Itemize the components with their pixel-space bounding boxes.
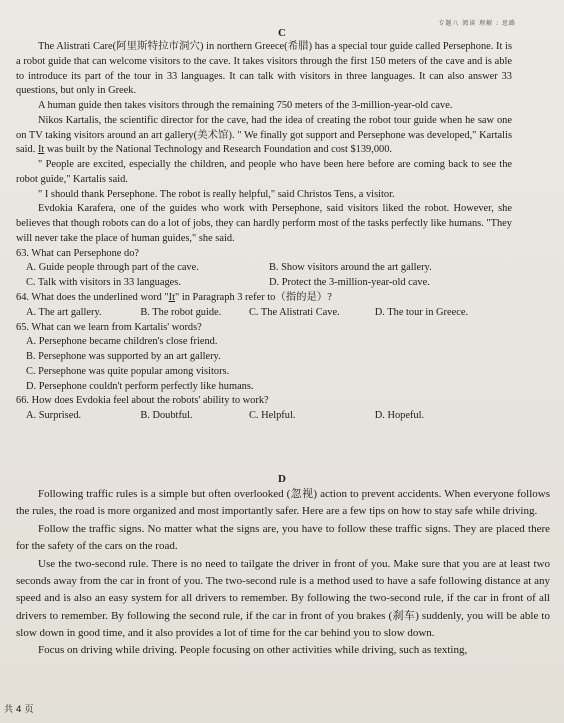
question-66-option-d[interactable]: D. Hopeful. — [374, 410, 425, 422]
question-63-option-c[interactable]: C. Talk with visitors in 33 languages. — [26, 277, 181, 289]
question-63-option-d[interactable]: D. Protect the 3-million-year-old cave. — [269, 277, 430, 289]
section-c-title: C — [278, 27, 286, 39]
question-64-stem — [16, 291, 512, 306]
question-64-option-c[interactable]: C. The Alistrati Cave. — [248, 306, 340, 318]
question-64-underlined-word: It — [168, 292, 176, 304]
question-66-option-c[interactable]: C. Helpful. — [248, 410, 296, 422]
question-66-option-a[interactable]: A. Surprised. — [26, 410, 82, 422]
section-c-passage — [16, 40, 512, 424]
passage-d-paragraph-1: Following traffic rules is a simple but often overlooked (忽视) action to prevent accidents. When everyone follows the rules, the road is more organized and most importantly safer. Here are a few tips on how to stay safe while driving. — [16, 488, 550, 518]
question-63-option-a[interactable]: A. Guide people through part of the cave. — [26, 262, 199, 274]
passage-c-paragraph-4: " People are excited, especially the children, and people who have been here before are coming back to see the robot guide," Kartalis said. — [16, 159, 512, 185]
question-65-option-d[interactable]: D. Persephone couldn't perform perfectly like humans. — [26, 380, 254, 392]
passage-d-paragraph-3: Use the two-second rule. There is no need to tailgate the driver in front of you. Make sure that you are at least two seconds away from the car in front of you. The two-second rule is a method used to have a safe following distance at any speed and is also an easy system for all drivers to remember. By following the two-second rule, if the car in front of all drivers to remember. By following the second rule, if the car in front of you brakes (刹车) suddenly, you will be able to slow down in good time, and it also provides a lot of time for the car behind you to slow down. — [16, 557, 550, 639]
question-64-option-b[interactable]: B. The robot guide. — [140, 306, 222, 318]
section-d-passage — [16, 486, 550, 660]
question-63-stem: 63. What can Persephone do? — [16, 247, 140, 259]
question-65-stem: 65. What can we learn from Kartalis' words? — [16, 321, 202, 333]
underlined-word: It — [37, 144, 45, 156]
question-66-stem: 66. How does Evdokia feel about the robots' ability to work? — [16, 395, 269, 407]
passage-c-paragraph-3-text: Nikos Kartalis, the scientific director for the cave, had the idea of creating the robot tour guide when he saw one on TV taking visitors around an art gallery(美术馆). " We finally got support and Persephone was developed," Kartalis said. — [16, 114, 512, 156]
question-63-option-b[interactable]: B. Show visitors around the art gallery. — [269, 262, 432, 274]
page-footer: 共 4 页 — [4, 705, 34, 716]
question-66-options — [16, 409, 512, 424]
question-64-stem-b: " in Paragraph 3 refer to（指的是）? — [175, 292, 332, 304]
question-65-option-a[interactable]: A. Persephone became children's close friend. — [26, 336, 218, 348]
passage-d-paragraph-4: Focus on driving while driving. People focusing on other activities while driving, such as texting, — [38, 644, 468, 657]
passage-c-paragraph-5: " I should thank Persephone. The robot is really helpful," said Christos Tens, a visitor. — [38, 188, 395, 200]
question-66-option-b[interactable]: B. Doubtful. — [140, 410, 193, 422]
passage-c-paragraph-2: A human guide then takes visitors through the remaining 750 meters of the 3-million-year-old cave. — [38, 100, 453, 112]
question-65-option-b[interactable]: B. Persephone was supported by an art gallery. — [26, 351, 221, 363]
question-64-stem-a: 64. What does the underlined word " — [16, 292, 169, 304]
passage-c-paragraph-1: The Alistrati Care(阿里斯特拉市洞穴) in northern Greece(希腊) has a special tour guide called Persephone. It is a robot guide that can welcome visitors to the cave. It takes visitors through the first 150 meters of the cave and is able to introduce its part of the tour in 33 languages. It can talk with visitors in three languages. It can also answer 33 questions, but only in Greek. — [16, 41, 512, 97]
question-65-option-c[interactable]: C. Persephone was quite popular among visitors. — [26, 365, 230, 377]
question-64-option-d[interactable]: D. The tour in Greece. — [374, 306, 469, 318]
question-64-options — [16, 306, 512, 321]
question-63-options — [16, 261, 512, 291]
passage-c-paragraph-3-tail: was built by the National Technology and Research Foundation and cost $139,000. — [46, 144, 393, 156]
passage-c-paragraph-6: Evdokia Karafera, one of the guides who work with Persephone, said visitors liked the robot. However, she believes that though robots can do a lot of jobs, they can hardly perform most of the tasks perfectly like humans. "They will never take the place of human guides," she said. — [16, 203, 512, 244]
question-64-option-a[interactable]: A. The art gallery. — [26, 306, 102, 318]
section-d-title: D — [278, 473, 286, 485]
passage-c-paragraph-3 — [16, 114, 512, 158]
page-header-note: 专题八 阅读 理解 : 思路 — [438, 20, 516, 27]
passage-d-paragraph-2: Follow the traffic signs. No matter what the signs are, you have to follow these traffic signs. They are placed there for the safety of the cars on the road. — [16, 522, 550, 553]
